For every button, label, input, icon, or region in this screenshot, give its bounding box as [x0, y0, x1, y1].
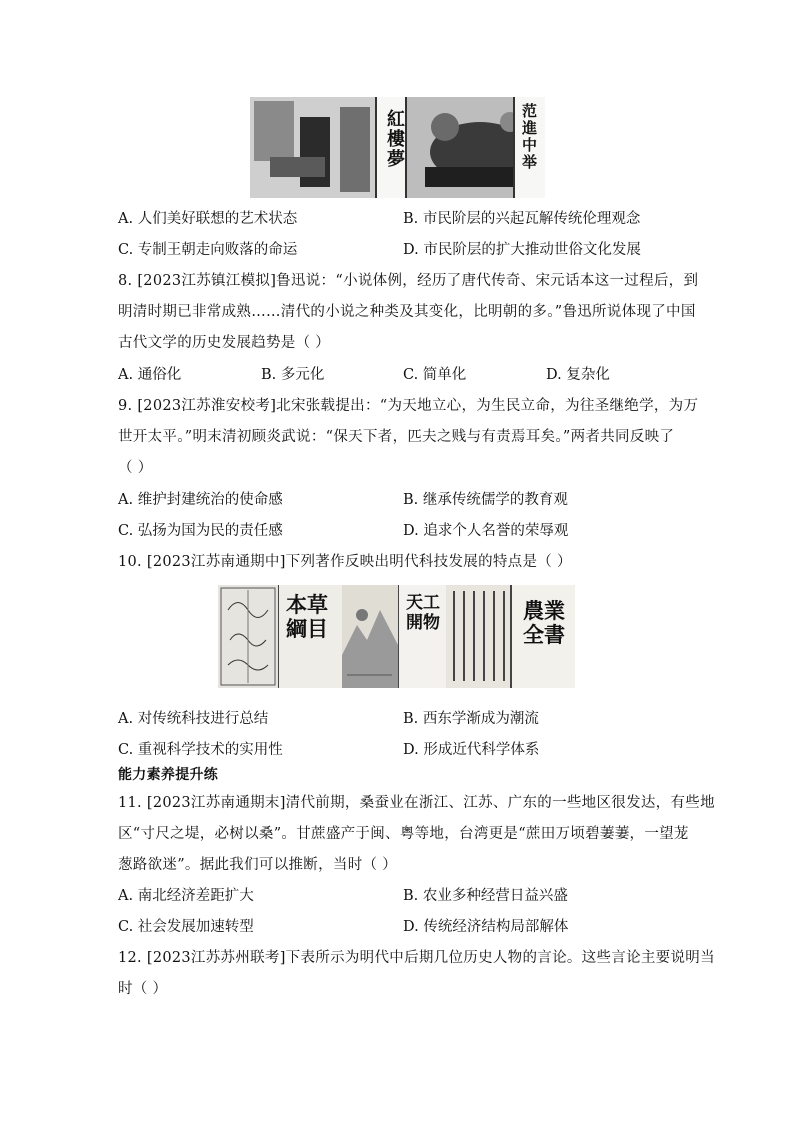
q10-option-a: A. 对传统科技进行总结 — [118, 711, 269, 727]
q11-option-d: D. 传统经济结构局部解体 — [403, 919, 569, 935]
q9-stem-line-1: 9. [2023江苏淮安校考]北宋张载提出：“为天地立心，为生民立命，为往圣继绝学，为万 — [118, 398, 699, 414]
q10-landscape-page — [342, 585, 398, 688]
q11-option-a: A. 南北经济差距扩大 — [118, 888, 254, 904]
q8-option-a: A. 通俗化 — [118, 367, 182, 383]
q7-option-b: B. 市民阶层的兴起瓦解传统伦理观念 — [403, 211, 641, 227]
q11-stem-line-1: 11. [2023江苏南通期末]清代前期，桑蚕业在浙江、江苏、广东的一些地区很发达，有些地 — [118, 795, 715, 811]
q8-option-b: B. 多元化 — [261, 367, 325, 383]
q8-option-d: D. 复杂化 — [546, 367, 610, 383]
q10-book-title-2: 天工開物 — [406, 593, 440, 633]
q10-book-title-3-panel — [510, 585, 575, 688]
q11-option-b: B. 农业多种经营日益兴盛 — [403, 888, 568, 904]
q7-option-c: C. 专制王朝走向败落的命运 — [118, 242, 298, 258]
q9-option-d: D. 追求个人名誉的荣辱观 — [403, 523, 569, 539]
q8-option-c: C. 简单化 — [403, 367, 467, 383]
q11-stem-line-3: 葱路欲迷”。据此我们可以推断，当时（ ） — [118, 857, 398, 873]
q9-stem-line-2: 世开太平。”明末清初顾炎武说：“保天下者，匹夫之贱与有责焉耳矣。”两者共同反映了 — [118, 429, 675, 445]
q10-book-title-1-panel — [278, 585, 344, 688]
q11-option-c: C. 社会发展加速转型 — [118, 919, 254, 935]
q7-option-a: A. 人们美好联想的艺术状态 — [118, 211, 298, 227]
q7-book-title-2: 范進中举 — [513, 97, 545, 198]
q10-text-page — [446, 585, 510, 688]
q8-stem-line-1: 8. [2023江苏镇江模拟]鲁迅说：“小说体例，经历了唐代传奇、宋元话本这一过程后，到 — [118, 273, 699, 289]
q7-illustration — [250, 97, 545, 198]
q10-stem-line-1: 10. [2023江苏南通期中]下列著作反映出明代科技发展的特点是（ ） — [118, 554, 572, 570]
q10-book-title-3: 農業全書 — [523, 598, 565, 647]
q12-stem-line-1: 12. [2023江苏苏州联考]下表所示为明代中后期几位历史人物的言论。这些言论主要说明当 — [118, 950, 715, 966]
q7-option-d: D. 市民阶层的扩大推动世俗文化发展 — [403, 242, 641, 258]
q9-option-c: C. 弘扬为国为民的责任感 — [118, 523, 283, 539]
q10-illustration — [218, 585, 575, 688]
q9-stem-line-3: （ ） — [118, 460, 153, 476]
q7-book-title-1: 紅樓夢 — [375, 97, 407, 198]
q11-stem-line-2: 区“寸尺之堤，必树以桑”。甘蔗盛产于闽、粤等地，台湾更是“蔗田万顷碧萋萋，一望茏 — [118, 826, 689, 842]
q10-herb-book-page — [218, 585, 278, 688]
q8-stem-line-3: 古代文学的历史发展趋势是（ ） — [118, 335, 331, 351]
q10-option-c: C. 重视科学技术的实用性 — [118, 742, 283, 758]
q10-book-title-1: 本草綱目 — [286, 592, 328, 641]
q10-book-title-2-panel — [398, 585, 448, 688]
q10-option-d: D. 形成近代科学体系 — [403, 742, 540, 758]
q12-stem-line-2: 时（ ） — [118, 981, 168, 997]
q10-option-b: B. 西东学渐成为潮流 — [403, 711, 539, 727]
section-heading: 能力素养提升练 — [118, 767, 219, 783]
q8-stem-line-2: 明清时期已非常成熟……清代的小说之种类及其变化，比明朝的多。”鲁迅所说体现了中国 — [118, 304, 696, 320]
q9-option-b: B. 继承传统儒学的教育观 — [403, 492, 568, 508]
q9-option-a: A. 维护封建统治的使命感 — [118, 492, 283, 508]
